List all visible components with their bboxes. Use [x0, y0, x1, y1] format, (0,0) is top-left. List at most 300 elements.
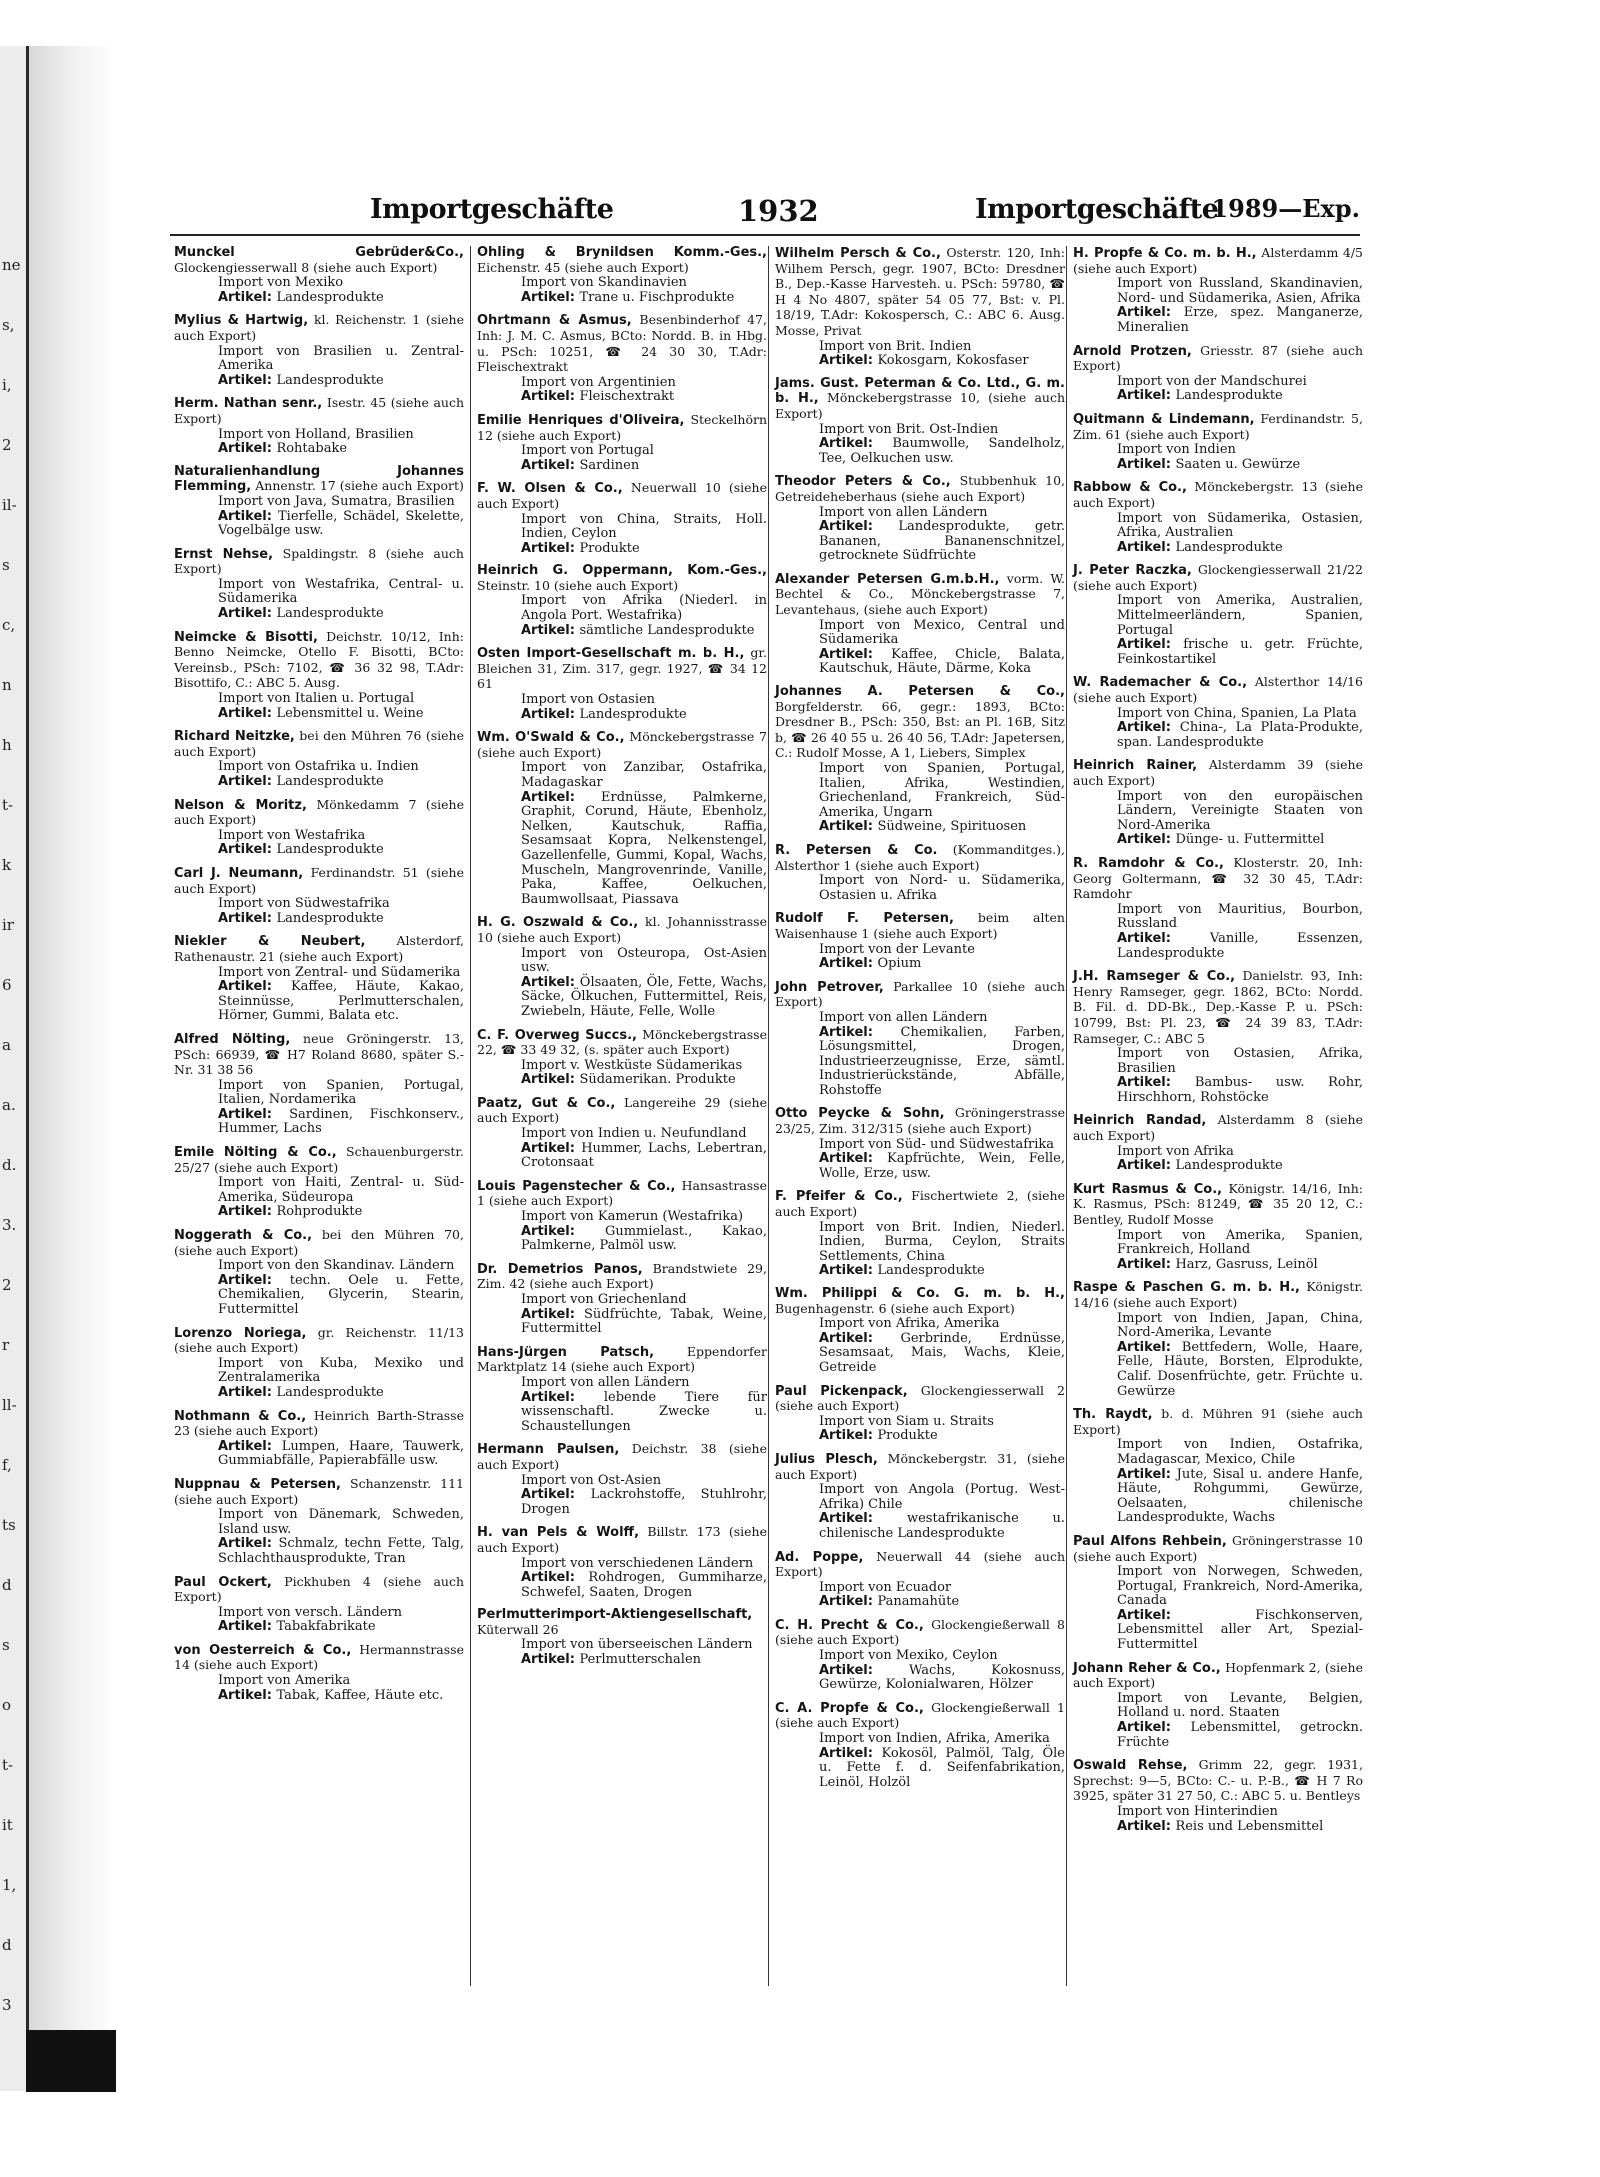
- article-value: Saaten u. Gewürze: [1175, 456, 1301, 472]
- company-address: Fischertwiete 2, (siehe auch Export): [775, 1188, 1065, 1220]
- company-address: Spaldingstr. 8 (siehe auch Export): [174, 545, 464, 577]
- company-address: Besenbinderhof 47, Inh: J. M. C. Asmus, BCto: Nordd. B. in Hbg. u. PSch: 10251, ☎ 24 30 30, T.Adr: Fleischextrakt: [477, 312, 767, 375]
- directory-entry: [477, 1442, 767, 1517]
- import-origin: Import von Norwegen, Schweden, Portugal, Frankreich, Nord-Amerika, Canada: [1117, 1564, 1363, 1609]
- article-value: Landesprodukte: [276, 910, 384, 926]
- import-origin: Import von Mexico, Central und Südamerika: [819, 617, 1065, 648]
- import-origin: Import von Angola (Portug. West-Afrika) Chile: [819, 1482, 1065, 1512]
- directory-entry: [174, 798, 464, 858]
- article-label: Artikel:: [218, 1272, 290, 1288]
- directory-entry: [477, 1179, 767, 1254]
- article-line: [174, 707, 464, 722]
- article-label: Artikel:: [218, 1438, 282, 1454]
- import-origin: Import von Levante, Belgien, Holland u. nord. Staaten: [1117, 1690, 1363, 1721]
- left-page-text-fragment: k: [2, 856, 12, 874]
- article-label: Artikel:: [819, 1151, 887, 1167]
- article-value: Lebensmittel, getrockn. Früchte: [1117, 1720, 1363, 1750]
- header-right-title: Importgeschäfte: [975, 194, 1219, 225]
- article-label: Artikel:: [1117, 720, 1180, 736]
- article-label: Artikel:: [521, 1487, 591, 1503]
- article-label: Artikel:: [1117, 930, 1210, 946]
- company-address: Neuerwall 44 (siehe auch Export): [775, 1548, 1065, 1580]
- article-label: Artikel:: [1117, 539, 1176, 555]
- company-address: Glockengiesserwall 8 (siehe auch Export): [174, 259, 438, 275]
- company-address: Glockengießerwall 8 (siehe auch Export): [775, 1616, 1065, 1648]
- article-value: Landesprodukte: [276, 842, 384, 858]
- directory-entry: [174, 1326, 464, 1401]
- import-origin: Import von Mexiko: [218, 275, 344, 291]
- left-page-text-fragment: il-: [2, 496, 17, 514]
- article-label: Artikel:: [819, 1511, 907, 1527]
- article-line: [174, 1440, 464, 1469]
- article-value: Sardinen, Fischkonserv., Hummer, Lachs: [218, 1106, 464, 1137]
- import-origin: Import von Dänemark, Schweden, Island usw.: [218, 1507, 464, 1537]
- import-origin: Import von Ost-Asien: [521, 1472, 662, 1488]
- article-value: Kapfrüchte, Wein, Felle, Wolle, Erze, usw.: [819, 1151, 1065, 1181]
- article-label: Artikel:: [218, 606, 277, 622]
- import-origin: Import von Italien u. Portugal: [218, 691, 415, 707]
- import-origin: Import von Spanien, Portugal, Italien, Nordamerika: [218, 1077, 464, 1108]
- import-origin: Import von Skandinavien: [521, 275, 687, 291]
- article-label: Artikel:: [1117, 456, 1176, 472]
- company-address: Osterstr. 120, Inh: Wilhem Persch, gegr. 1907, BCto: Dresdner B., Dep.-Kasse Harvesteh. u. PSch: 59780, ☎ H 4 No 4807, später 54 05 77, Bst: v. Pl. 18/19, T.Adr: Kokospersch, C.: ABC 6. Ausg. Mosse, Privat: [775, 246, 1065, 338]
- import-origin: Import von Brit. Indien, Niederl. Indien, Burma, Ceylon, Straits Settlements, China: [819, 1219, 1065, 1264]
- article-label: Artikel:: [819, 1263, 878, 1279]
- article-value: Schmalz, techn Fette, Talg, Schlachthausprodukte, Tran: [218, 1536, 464, 1566]
- article-value: Erdnüsse, Palmkerne, Graphit, Corund, Häute, Ebenholz, Nelken, Kautschuk, Raffia, Sesamsaat Kopra, Nelkenstengel, Gazellenfelle, Gummi, Kopal, Wachs, Muscheln, Mangrovenrinde, Vanille, Paka, Kaffee, Oelkuchen, Baumwollsaat, Piassava: [521, 789, 767, 907]
- article-value: Landesprodukte: [276, 372, 384, 388]
- directory-entry: [477, 1345, 767, 1435]
- company-name: Wilhelm Persch & Co.,: [775, 246, 941, 261]
- import-origin: Import von Brit. Ost-Indien: [819, 421, 999, 437]
- article-label: Artikel:: [218, 842, 277, 858]
- import-origin: Import von allen Ländern: [819, 1009, 988, 1025]
- left-page-text-fragment: s: [2, 556, 10, 574]
- article-line: [477, 708, 767, 723]
- left-page-text-fragment: r: [2, 1336, 10, 1354]
- company-name: Nothmann & Co.,: [174, 1408, 307, 1424]
- company-name: Raspe & Paschen G. m. b. H.,: [1073, 1280, 1300, 1296]
- import-origin: Import von Java, Sumatra, Brasilien: [218, 493, 455, 509]
- import-origin: Import von Haiti, Zentral- u. Süd-Amerika, Südeuropa: [218, 1175, 464, 1205]
- article-line: [1073, 389, 1363, 404]
- directory-entry: [174, 866, 464, 926]
- directory-entry: [775, 843, 1065, 903]
- article-value: Erze, spez. Manganerze, Mineralien: [1117, 305, 1363, 335]
- article-line: [174, 1205, 464, 1220]
- article-line: [775, 1664, 1065, 1693]
- left-page-text-fragment: h: [2, 736, 12, 754]
- article-label: Artikel:: [819, 1024, 901, 1040]
- company-name: F. W. Olsen & Co.,: [477, 481, 623, 497]
- import-origin: Import von Brasilien u. Zentral-Amerika: [218, 343, 464, 374]
- company-name: Heinrich Randad,: [1073, 1113, 1207, 1129]
- company-address: Alsterthor 14/16 (siehe auch Export): [1073, 674, 1363, 706]
- company-name: R. Ramdohr & Co.,: [1073, 855, 1224, 871]
- directory-entry: [1073, 758, 1363, 848]
- import-origin: Import von Amerika: [218, 1673, 351, 1689]
- article-line: [174, 291, 464, 306]
- directory-entry: [1073, 1407, 1363, 1526]
- article-value: Opium: [877, 956, 922, 972]
- import-origin: Import von China, Spanien, La Plata: [1117, 705, 1357, 721]
- company-name: Richard Neitzke,: [174, 729, 295, 745]
- company-name: Ohling & Brynildsen Komm.-Ges.,: [477, 246, 767, 260]
- article-value: Kokosgarn, Kokosfaser: [877, 353, 1029, 369]
- article-line: [1073, 1609, 1363, 1653]
- article-line: [174, 374, 464, 389]
- company-address: kl. Johannisstrasse 10 (siehe auch Export): [477, 914, 767, 945]
- article-line: [1073, 1341, 1363, 1399]
- directory-entry: [477, 564, 767, 638]
- column-3: [768, 246, 1065, 1986]
- article-line: [477, 1142, 767, 1171]
- article-line: [477, 1488, 767, 1517]
- article-value: Bambus- usw. Rohr, Hirschhorn, Rohstöcke: [1117, 1075, 1363, 1105]
- directory-entry: [477, 646, 767, 722]
- company-name: Nelson & Moritz,: [174, 797, 307, 813]
- article-value: westafrikanische u. chilenische Landesprodukte: [819, 1511, 1065, 1541]
- directory-entry: [775, 1618, 1065, 1693]
- import-origin: Import von Portugal: [521, 443, 654, 459]
- company-name: Hermann Paulsen,: [477, 1442, 620, 1458]
- company-name: C. H. Precht & Co.,: [775, 1617, 924, 1633]
- article-label: Artikel:: [1117, 1818, 1176, 1834]
- article-label: Artikel:: [1117, 305, 1184, 321]
- left-page-text-fragment: d: [2, 1936, 12, 1954]
- company-name: Herm. Nathan senr.,: [174, 396, 323, 412]
- article-value: Landesprodukte: [276, 774, 384, 789]
- import-origin: Import von verschiedenen Ländern: [521, 1555, 754, 1571]
- article-line: [174, 1108, 464, 1137]
- directory-entry: [477, 1525, 767, 1600]
- article-line: [775, 1512, 1065, 1541]
- company-address: Glockengiesserwall 2 (siehe auch Export): [775, 1382, 1065, 1414]
- company-address: Deichstr. 10/12, Inh: Benno Neimcke, Otello F. Bisotti, BCto: Vereinsb., PSch: 7102, ☎ 36 32 98, T.Adr: Bisottifo, C.: ABC 5. Ausg.: [174, 628, 464, 691]
- company-address: Mönckebergstr. 31, (siehe auch Export): [775, 1450, 1065, 1482]
- article-line: [174, 1620, 464, 1635]
- company-address: Brandstwiete 29, Zim. 42 (siehe auch Export): [477, 1260, 767, 1292]
- article-value: Ölsaaten, Öle, Fette, Wachs, Säcke, Ölkuchen, Futtermittel, Reis, Zwiebeln, Häute, Felle, Wolle: [521, 974, 767, 1019]
- company-name: Alfred Nölting,: [174, 1031, 291, 1047]
- import-origin: Import von Hinterindien: [1117, 1804, 1278, 1819]
- company-name: R. Petersen & Co.: [775, 842, 938, 858]
- directory-entry: [174, 246, 464, 305]
- directory-entry: [477, 246, 767, 305]
- article-label: Artikel:: [218, 705, 277, 721]
- page-number: 1932: [738, 194, 819, 228]
- company-address: Deichstr. 38 (siehe auch Export): [477, 1441, 767, 1472]
- article-label: Artikel:: [521, 1570, 589, 1586]
- company-name: Alexander Petersen G.m.b.H.,: [775, 571, 1000, 587]
- company-address: Gröningerstrasse 23/25, Zim. 312/315 (siehe auch Export): [775, 1105, 1065, 1137]
- article-value: Wachs, Kokosnuss, Gewürze, Kolonialwaren, Hölzer: [819, 1662, 1065, 1693]
- article-value: Rohprodukte: [276, 1204, 363, 1220]
- directory-entry: [775, 911, 1065, 971]
- company-address: Mönkedamm 7 (siehe auch Export): [174, 796, 464, 828]
- column-1: [174, 246, 464, 1986]
- directory-entry: [1073, 563, 1363, 667]
- directory-entry: [1073, 969, 1363, 1105]
- left-page-text-fragment: s,: [2, 316, 15, 334]
- company-address: Pickhuben 4 (siehe auch Export): [174, 1573, 464, 1605]
- article-value: Südfrüchte, Tabak, Weine, Futtermittel: [521, 1306, 767, 1337]
- company-name: Th. Raydt,: [1073, 1407, 1153, 1423]
- article-line: [477, 1391, 767, 1435]
- page-gutter: [29, 46, 117, 2091]
- company-address: Ferdinandstr. 5, Zim. 61 (siehe auch Export): [1073, 410, 1363, 442]
- article-line: [1073, 833, 1363, 848]
- article-line: [775, 354, 1065, 369]
- article-label: Artikel:: [521, 1223, 605, 1239]
- directory-entry: [477, 1028, 767, 1088]
- article-value: Harz, Gasruss, Leinöl: [1175, 1256, 1318, 1272]
- company-name: Quitmann & Lindemann,: [1073, 411, 1255, 427]
- article-line: [775, 1429, 1065, 1444]
- import-origin: Import von Süd- und Südwestafrika: [819, 1136, 1055, 1152]
- article-line: [775, 820, 1065, 835]
- article-value: Gerbrinde, Erdnüsse, Sesamsaat, Mais, Wachs, Kleie, Getreide: [819, 1330, 1065, 1375]
- company-name: Wm. O'Swald & Co.,: [477, 730, 625, 746]
- import-origin: Import von Indien, Afrika, Amerika: [819, 1731, 1050, 1747]
- article-label: Artikel:: [1117, 388, 1176, 404]
- directory-entry: [174, 1032, 464, 1137]
- directory-entry: [1073, 480, 1363, 555]
- article-label: Artikel:: [819, 519, 899, 535]
- article-value: Rohtabake: [276, 441, 348, 457]
- scan-dark-corner: [26, 2030, 116, 2092]
- article-value: Lackrohstoffe, Stuhlrohr, Drogen: [521, 1487, 767, 1517]
- article-line: [1073, 721, 1363, 750]
- article-value: Hummer, Lachs, Lebertran, Crotonsaat: [521, 1140, 767, 1171]
- article-value: Tierfelle, Schädel, Skelette, Vogelbälge usw.: [218, 508, 464, 539]
- import-origin: Import von Mexiko, Ceylon: [819, 1648, 998, 1664]
- import-origin: Import von Nord- u. Südamerika, Ostasien u. Afrika: [819, 873, 1065, 903]
- company-name: Nuppnau & Petersen,: [174, 1476, 341, 1492]
- article-line: [1073, 306, 1363, 335]
- article-value: Jute, Sisal u. andere Hanfe, Häute, Rohgummi, Gewürze, Oelsaaten, chilenische Landesprodukte, Wachs: [1117, 1466, 1363, 1526]
- directory-entry: [174, 1575, 464, 1635]
- directory-entry: [174, 1228, 464, 1318]
- directory-entry: [775, 474, 1065, 564]
- import-origin: Import von Mauritius, Bourbon, Russland: [1117, 901, 1363, 932]
- import-origin: Import von Amerika, Spanien, Frankreich, Holland: [1117, 1227, 1363, 1258]
- company-address: Hermannstrasse 14 (siehe auch Export): [174, 1641, 464, 1673]
- import-origin: Import von Südwestafrika: [218, 896, 390, 912]
- article-value: Tabak, Kaffee, Häute etc.: [276, 1687, 444, 1703]
- left-page-text-fragment: s: [2, 1636, 10, 1654]
- article-label: Artikel:: [819, 646, 892, 662]
- left-page-text-fragment: d: [2, 1576, 12, 1594]
- company-address: Königstr. 14/16 (siehe auch Export): [1073, 1279, 1363, 1310]
- left-page-text-fragment: n: [2, 676, 12, 694]
- company-address: Glockengiesserwall 21/22 (siehe auch Export): [1073, 562, 1363, 593]
- article-label: Artikel:: [521, 974, 580, 990]
- article-label: Artikel:: [1117, 1466, 1177, 1482]
- company-name: Osten Import-Gesellschaft m. b. H.,: [477, 646, 745, 662]
- directory-entry: [775, 1550, 1065, 1610]
- company-address: kl. Reichenstr. 1 (siehe auch Export): [174, 312, 464, 343]
- article-value: Landesprodukte: [579, 706, 687, 722]
- company-address: Mönckebergstrasse 10, (siehe auch Export): [775, 390, 1065, 421]
- company-address: Annenstr. 17 (siehe auch Export): [255, 478, 464, 494]
- article-label: Artikel:: [819, 1662, 910, 1678]
- directory-entry: [1073, 1113, 1363, 1173]
- company-name: Wm. Philippi & Co. G. m. b. H.,: [775, 1286, 1065, 1301]
- company-name: Niekler & Neubert,: [174, 934, 366, 950]
- left-page-edge: [0, 46, 29, 2091]
- import-origin: Import von allen Ländern: [819, 504, 988, 520]
- directory-entry: [477, 413, 767, 473]
- article-line: [477, 976, 767, 1020]
- article-value: Chemikalien, Farben, Lösungsmittel, Drogen, Industrieerzeugnisse, Erze, sämtl. Industrierückstände, Abfälle, Rohstoffe: [819, 1024, 1065, 1098]
- directory-entry: [775, 572, 1065, 677]
- article-label: Artikel:: [819, 353, 878, 369]
- article-line: [477, 390, 767, 405]
- article-line: [775, 1026, 1065, 1099]
- article-line: [174, 1537, 464, 1566]
- directory-entry: [174, 313, 464, 388]
- article-value: Bettfedern, Wolle, Haare, Felle, Häute, Borsten, Elprodukte, Calif. Dosenfrüchte, getr. Früchte u. Gewürze: [1117, 1339, 1363, 1399]
- company-name: Paul Alfons Rehbein,: [1073, 1533, 1227, 1549]
- company-address: bei den Mühren 70, (siehe auch Export): [174, 1227, 464, 1258]
- directory-entry: [477, 481, 767, 556]
- directory-entry: [477, 730, 767, 907]
- company-address: Heinrich Barth-Strasse 23 (siehe auch Export): [174, 1407, 464, 1439]
- company-name: F. Pfeifer & Co.,: [775, 1189, 903, 1205]
- page-header: [160, 194, 1360, 234]
- article-line: [477, 1225, 767, 1254]
- import-origin: Import von versch. Ländern: [218, 1604, 403, 1620]
- article-value: Landesprodukte: [1175, 1158, 1283, 1174]
- company-name: Ernst Nehse,: [174, 546, 274, 562]
- header-rule: [170, 234, 1360, 236]
- directory-entry: [174, 934, 464, 1024]
- article-value: Südamerikan. Produkte: [579, 1072, 736, 1088]
- directory-entry: [477, 915, 767, 1019]
- company-name: Dr. Demetrios Panos,: [477, 1261, 643, 1277]
- import-origin: Import von Ostasien: [521, 692, 656, 708]
- directory-entry: [775, 1189, 1065, 1279]
- company-address: gr. Bleichen 31, Zim. 317, gegr. 1927, ☎ 34 12 61: [477, 645, 767, 692]
- article-line: [1073, 1820, 1363, 1835]
- article-value: Kaffee, Chicle, Balata, Kautschuk, Häute, Därme, Koka: [819, 646, 1065, 677]
- article-value: Lebensmittel u. Weine: [276, 705, 424, 721]
- article-value: Produkte: [877, 1428, 938, 1444]
- article-label: Artikel:: [819, 436, 893, 452]
- company-name: Louis Pagenstecher & Co.,: [477, 1178, 676, 1194]
- import-origin: Import von Spanien, Portugal, Italien, Afrika, Westindien, Griechenland, Frankreich, Süd-Amerika, Ungarn: [819, 761, 1065, 820]
- article-label: Artikel:: [218, 441, 277, 457]
- article-value: Reis und Lebensmittel: [1175, 1818, 1324, 1834]
- import-origin: Import von Osteuropa, Ost-Asien usw.: [521, 945, 767, 976]
- directory-entry: [1073, 1182, 1363, 1273]
- import-origin: Import von der Levante: [819, 941, 975, 957]
- import-origin: Import von Amerika, Australien, Mittelmeerländern, Spanien, Portugal: [1117, 593, 1363, 638]
- article-line: [477, 1571, 767, 1600]
- article-label: Artikel:: [218, 372, 277, 388]
- article-value: Sardinen: [579, 457, 640, 473]
- company-address: Küterwall 26: [477, 1621, 559, 1637]
- company-name: Neimcke & Bisotti,: [174, 629, 318, 645]
- company-name: Heinrich G. Oppermann, Kom.-Ges.,: [477, 563, 767, 579]
- left-page-text-fragment: f,: [2, 1456, 12, 1474]
- company-name: H. G. Oszwald & Co.,: [477, 915, 639, 931]
- article-line: [174, 607, 464, 622]
- company-address: Grimm 22, gegr. 1931, Sprechst: 9—5, BCto: C.- u. P.-B., ☎ H 7 Ro 3925, später 31 27 50, C.: ABC 5. u. Bentleys: [1073, 1757, 1363, 1804]
- directory-entry: [775, 685, 1065, 835]
- company-address: vorm. W. Bechtel & Co., Mönckebergstrasse 7, Levantehaus, (siehe auch Export): [775, 570, 1065, 618]
- directory-entry: [1073, 1534, 1363, 1653]
- left-page-text-fragment: t-: [2, 1756, 14, 1774]
- left-page-text-fragment: 2: [2, 1276, 12, 1294]
- company-name: Rabbow & Co.,: [1073, 480, 1187, 496]
- company-name: Hans-Jürgen Patsch,: [477, 1344, 655, 1360]
- company-name: Paul Ockert,: [174, 1574, 272, 1590]
- company-address: neue Gröningerstr. 13, PSch: 66939, ☎ H7 Roland 8680, später S.-Nr. 31 38 56: [174, 1030, 464, 1078]
- article-line: [775, 520, 1065, 564]
- left-page-text-fragment: ir: [2, 916, 14, 934]
- company-address: Danielstr. 93, Inh: Henry Ramseger, gegr. 1862, BCto: Nordd. B. Fil. d. DD-Bk., Dep.-Kasse P. u. PSch: 10799, Bst: Pl. 23, ☎ 24 39 83, T.Adr: Ramseger, C.: ABC 5: [1073, 968, 1363, 1046]
- directory-entry: [174, 1409, 464, 1469]
- company-address: Mönckebergstrasse 7 (siehe auch Export): [477, 729, 767, 760]
- article-label: Artikel:: [521, 1072, 580, 1088]
- directory-entry: [1073, 344, 1363, 404]
- company-address: (Kommanditges.), Alsterthor 1 (siehe auch Export): [775, 841, 1065, 873]
- left-page-text-fragment: 3.: [2, 1216, 17, 1234]
- import-origin: Import von Russland, Skandinavien, Nord- und Südamerika, Asien, Afrika: [1117, 276, 1363, 306]
- article-line: [174, 510, 464, 539]
- company-name: Rudolf F. Petersen,: [775, 911, 954, 927]
- left-page-text-fragment: it: [2, 1816, 13, 1834]
- company-address: Steckelhörn 12 (siehe auch Export): [477, 411, 767, 443]
- article-label: Artikel:: [521, 622, 580, 638]
- company-name: Munckel Gebrüder&Co.,: [174, 246, 464, 260]
- company-name: Mylius & Hartwig,: [174, 313, 309, 329]
- left-page-text-fragment: a: [2, 1036, 11, 1054]
- article-label: Artikel:: [521, 706, 580, 722]
- company-name: C. A. Propfe & Co.,: [775, 1700, 924, 1716]
- article-line: [477, 291, 767, 306]
- article-value: Landesprodukte: [1175, 388, 1283, 404]
- directory-entry: [477, 1608, 767, 1667]
- article-line: [1073, 1159, 1363, 1174]
- article-label: Artikel:: [1117, 832, 1176, 848]
- article-label: Artikel:: [218, 508, 278, 524]
- company-address: beim alten Waisenhause 1 (siehe auch Export): [775, 910, 1065, 941]
- article-value: Landesprodukte: [276, 1384, 384, 1400]
- directory-entry: [775, 246, 1065, 369]
- import-origin: Import von Afrika (Niederl. in Angola Port. Westafrika): [521, 593, 767, 624]
- article-line: [1073, 932, 1363, 961]
- article-label: Artikel:: [521, 457, 580, 473]
- article-line: [174, 843, 464, 858]
- company-name: Paul Pickenpack,: [775, 1383, 908, 1399]
- article-line: [775, 957, 1065, 972]
- article-label: Artikel:: [521, 1389, 604, 1405]
- article-value: Fleischextrakt: [579, 389, 675, 405]
- company-address: gr. Reichenstr. 11/13 (siehe auch Export): [174, 1324, 464, 1356]
- import-origin: Import von Kuba, Mexiko und Zentralamerika: [218, 1355, 464, 1386]
- article-value: Lumpen, Haare, Tauwerk, Gummiabfälle, Papierabfälle usw.: [218, 1438, 464, 1469]
- article-label: Artikel:: [819, 1594, 878, 1610]
- article-value: Produkte: [579, 540, 640, 556]
- company-address: Neuerwall 10 (siehe auch Export): [477, 480, 767, 511]
- directory-entry: [1073, 1758, 1363, 1834]
- company-name: Emilie Henriques d'Oliveira,: [477, 412, 685, 428]
- article-label: Artikel:: [218, 1204, 277, 1220]
- directory-entry: [174, 1643, 464, 1703]
